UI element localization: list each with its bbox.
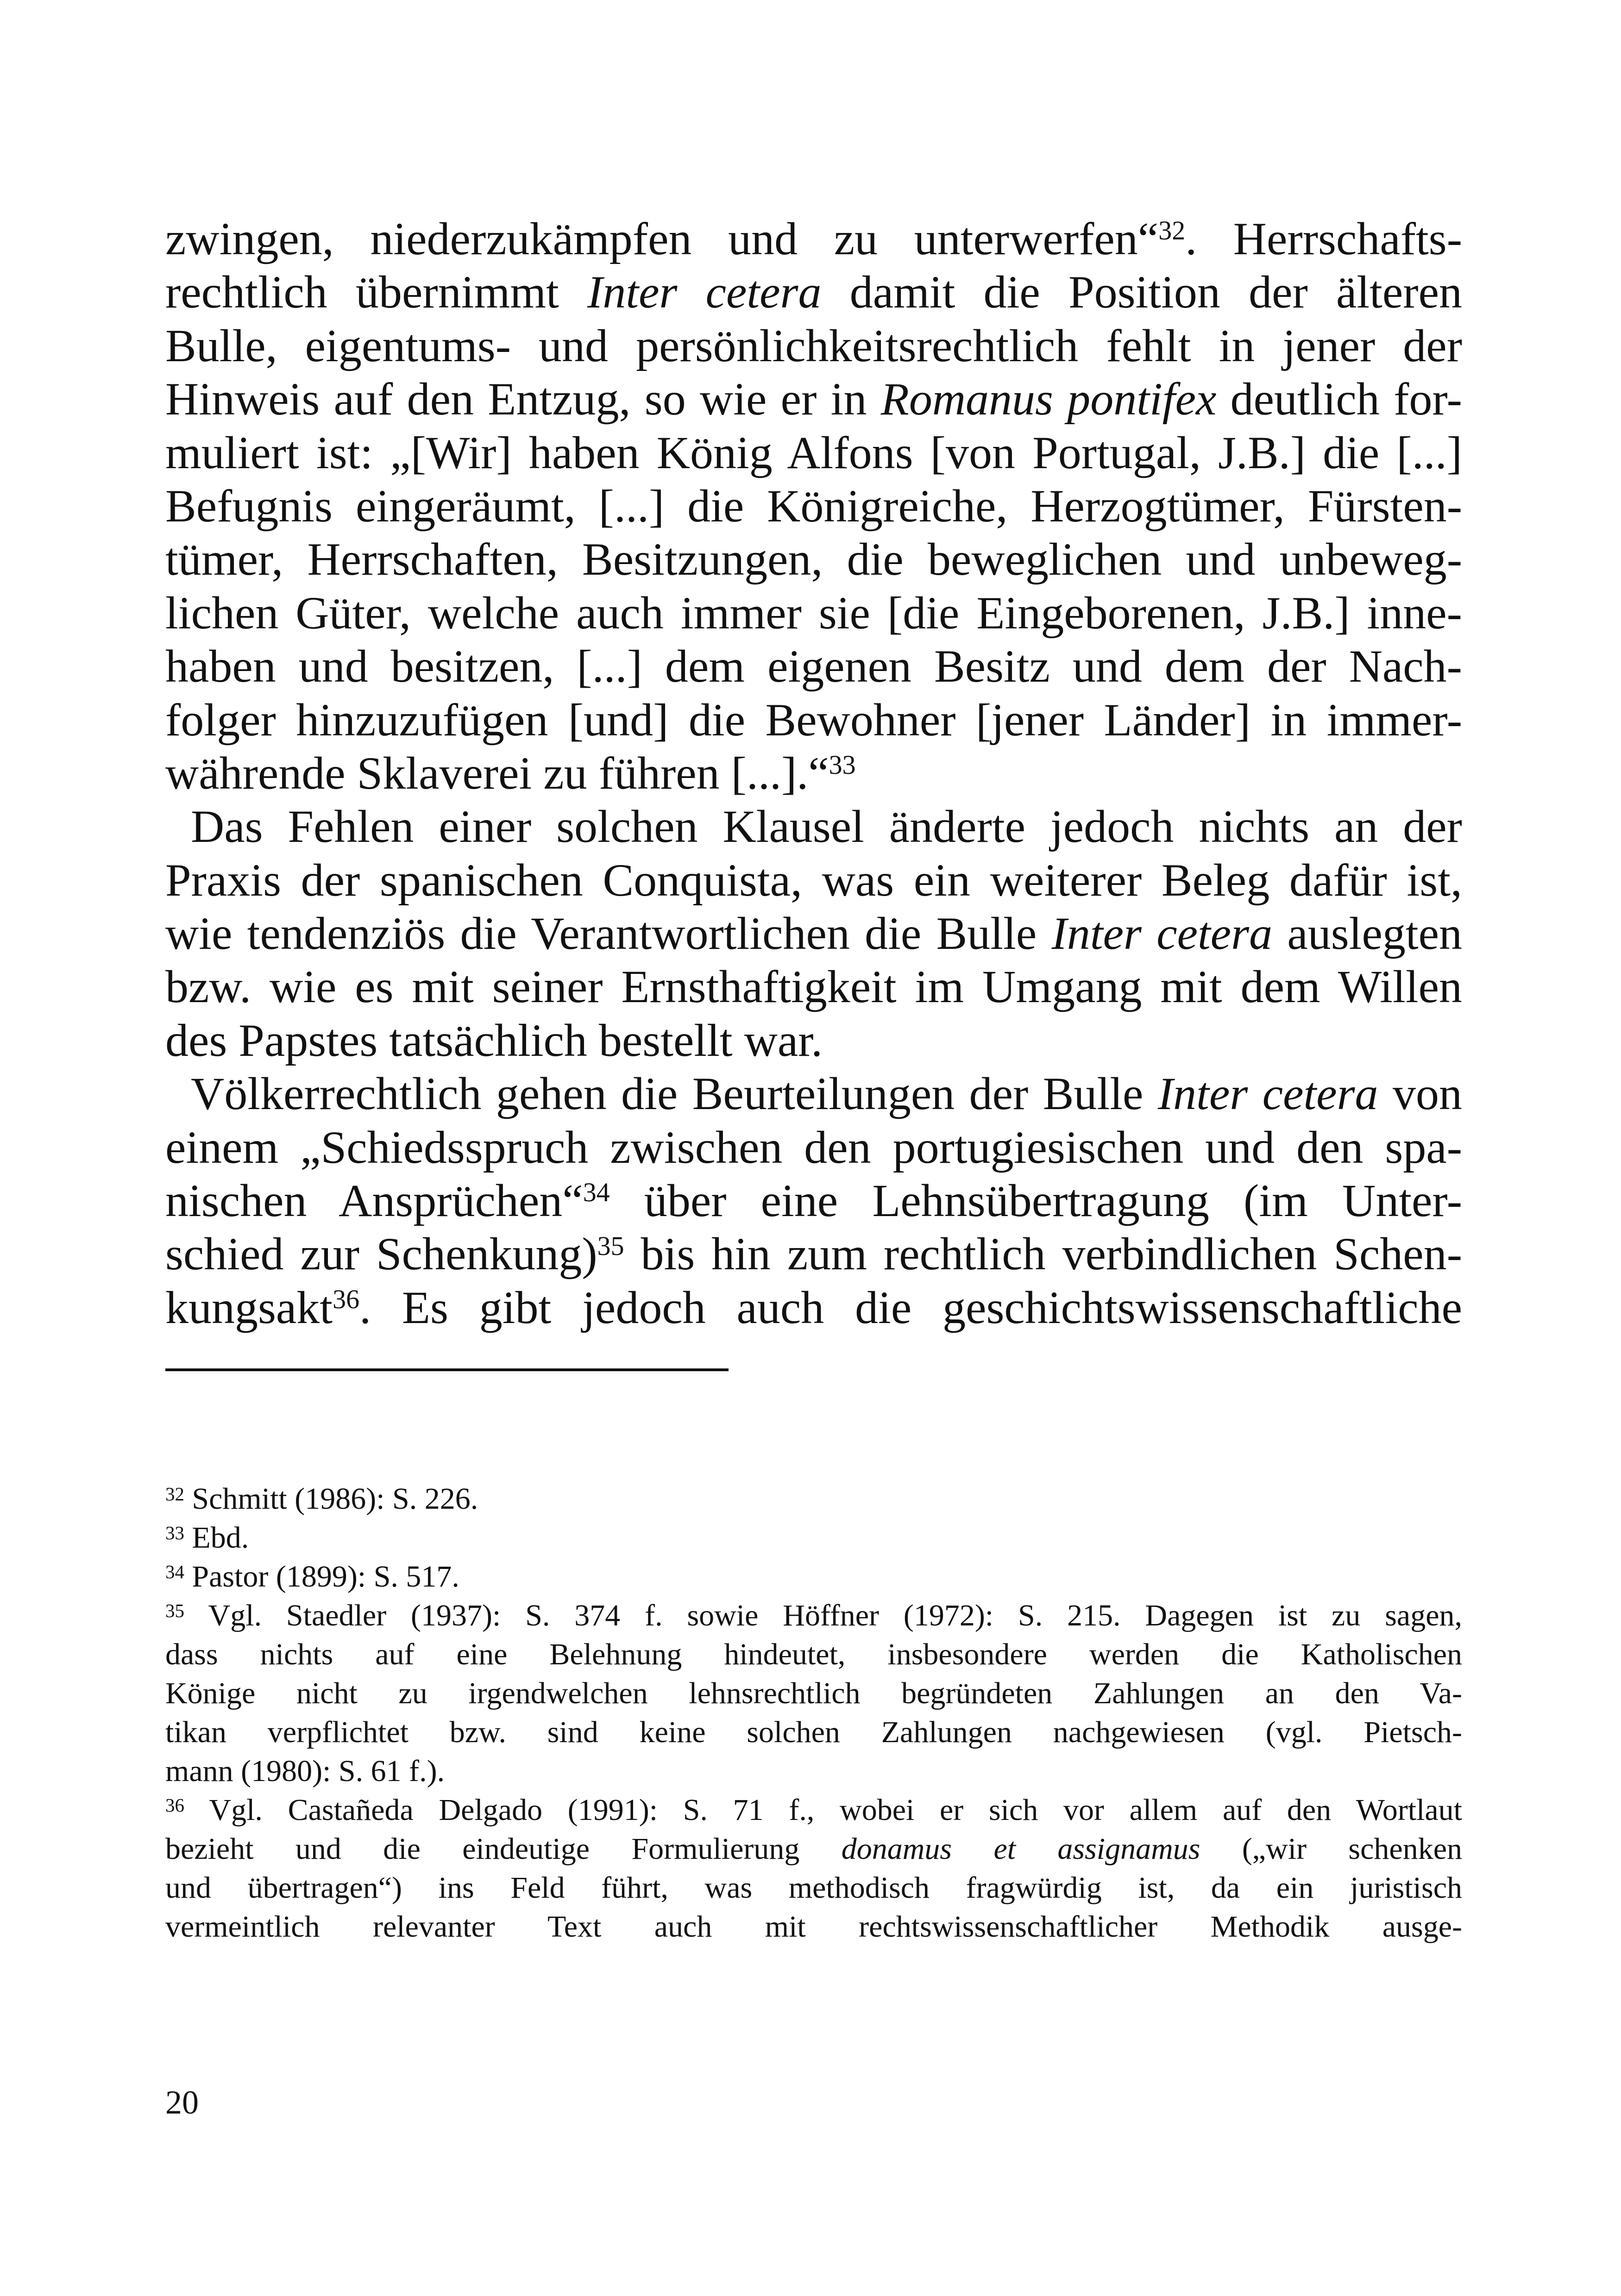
text-line: einem „Schiedsspruch zwischen den portugiesischen und den spa-	[165, 1121, 1462, 1173]
paragraph-start-line: Das Fehlen einer solchen Klausel änderte jedoch nichts an der	[191, 801, 1462, 853]
text-line: tümer, Herrschaften, Besitzungen, die beweglichen und unbeweg-	[165, 533, 1462, 585]
footnotes	[165, 1480, 1462, 1946]
text-line: wie tendenziös die Verantwortlichen die Bulle Inter cetera auslegten	[165, 908, 1462, 960]
text-line: Praxis der spanischen Conquista, was ein weiterer Beleg dafür ist,	[165, 854, 1462, 906]
footnote-ref: 36	[333, 1284, 360, 1314]
text-line: folger hinzuzufügen [und] die Bewohner [jener Länder] in immer-	[165, 694, 1462, 746]
text-line: bzw. wie es mit seiner Ernsthaftigkeit im Umgang mit dem Willen	[165, 961, 1462, 1013]
footnote-line: vermeintlich relevanter Text auch mit rechtswissenschaftlicher Methodik ausge-	[165, 1910, 1462, 1944]
footnote-number: 32	[165, 1483, 184, 1505]
footnote-line: $^{35}$ Vgl. Staedler (1937): S. 374 f. sowie Höffner (1972): S. 215. Dagegen ist zu sagen,	[165, 1599, 1462, 1632]
footnote-line: und übertragen“) ins Feld führt, was methodisch fragwürdig ist, da ein juristisch	[165, 1871, 1462, 1905]
italic-term: Inter cetera	[1157, 1068, 1378, 1120]
text-line: Bulle, eigentums- und persönlichkeitsrechtlich fehlt in jener der	[165, 320, 1462, 371]
footnote-line: $^{36}$ Vgl. Castañeda Delgado (1991): S. 71 f., wobei er sich vor allem auf den Wortlaut	[165, 1793, 1462, 1827]
footnote-line: $^{32}$ Schmitt (1986): S. 226.	[165, 1482, 478, 1516]
italic-term: Inter cetera	[587, 266, 822, 318]
text-line: kungsakt$^{36}$. Es gibt jedoch auch die geschichtswissenschaftliche	[165, 1281, 1462, 1333]
footnote-line: dass nichts auf eine Belehnung hindeutet, insbesondere werden die Katholischen	[165, 1637, 1462, 1671]
page-number: 20	[165, 2084, 199, 2121]
footnote-ref: 33	[829, 750, 856, 780]
text-line: Befugnis eingeräumt, [...] die Königreiche, Herzogtümer, Fürsten-	[165, 480, 1462, 532]
text-line: lichen Güter, welche auch immer sie [die Eingeborenen, J.B.] inne-	[165, 587, 1462, 639]
footnote-ref: 35	[597, 1230, 624, 1261]
footnote-ref: 34	[583, 1177, 610, 1208]
text-line: zwingen, niederzukämpfen und zu unterwerfen“$^{32}$. Herrschafts-	[165, 213, 1462, 264]
text-line: schied zur Schenkung)$^{35}$ bis hin zum rechtlich verbindlichen Schen-	[165, 1228, 1462, 1280]
body-text	[165, 212, 1462, 1334]
footnote-line: $^{33}$ Ebd.	[165, 1521, 249, 1555]
footnote-line: bezieht und die eindeutige Formulierung donamus et assignamus („wir schenken	[165, 1832, 1462, 1866]
italic-term: Romanus pontifex	[880, 373, 1217, 425]
footnote-number: 35	[165, 1600, 184, 1621]
text-line: haben und besitzen, [...] dem eigenen Besitz und dem der Nach-	[165, 640, 1462, 692]
footnote-line: $^{34}$ Pastor (1899): S. 517.	[165, 1560, 459, 1593]
italic-term: donamus et assignamus	[841, 1832, 1200, 1866]
paragraph-start-line: Völkerrechtlich gehen die Beurteilungen der Bulle Inter cetera von	[191, 1068, 1462, 1120]
footnote-number: 33	[165, 1522, 184, 1543]
footnote-line: Könige nicht zu irgendwelchen lehnsrechtlich begründeten Zahlungen an den Va-	[165, 1676, 1462, 1710]
text-line: Hinweis auf den Entzug, so wie er in Romanus pontifex deutlich for-	[165, 373, 1462, 425]
text-line: muliert ist: „[Wir] haben König Alfons [von Portugal, J.B.] die [...]	[165, 427, 1462, 478]
text-line: des Papstes tatsächlich bestellt war.	[165, 1014, 823, 1066]
footnote-line: mann (1980): S. 61 f.).	[165, 1754, 445, 1788]
footnote-ref: 32	[1158, 215, 1186, 246]
italic-term: Inter cetera	[1051, 908, 1273, 960]
footnote-number: 36	[165, 1794, 184, 1816]
text-line: währende Sklaverei zu führen [...].“$^{33}$	[165, 747, 856, 799]
text-line: rechtlich übernimmt Inter cetera damit die Position der älteren	[165, 266, 1462, 318]
footnote-separator	[165, 1368, 729, 1371]
footnote-number: 34	[165, 1561, 184, 1582]
text-line: nischen Ansprüchen“$^{34}$ über eine Lehnsübertragung (im Unter-	[165, 1175, 1462, 1227]
footnote-line: tikan verpflichtet bzw. sind keine solchen Zahlungen nachgewiesen (vgl. Pietsch-	[165, 1715, 1462, 1749]
